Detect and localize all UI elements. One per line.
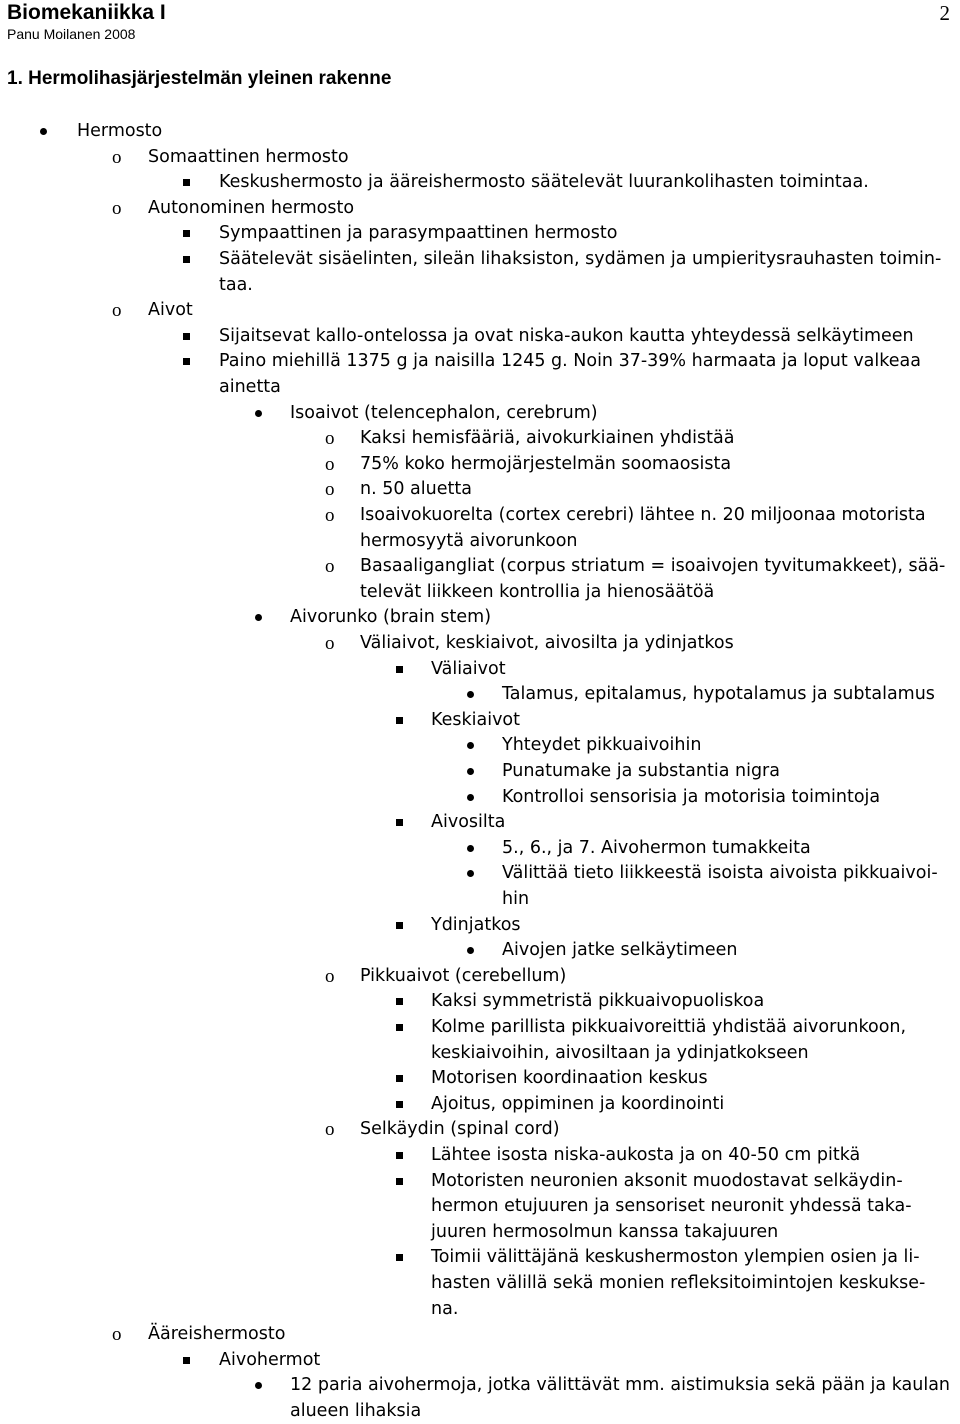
outline-text: Kaksi hemisfääriä, aivokurkiainen yhdistää <box>360 428 735 449</box>
outline-line <box>0 452 960 477</box>
outline-text: hermosyytä aivorunkoon <box>360 530 578 551</box>
bullet-square-icon <box>183 170 191 195</box>
outline-line <box>0 375 960 400</box>
bullet-disc-icon <box>255 401 263 426</box>
outline-line <box>0 426 960 451</box>
bullet-circle-icon: o <box>325 965 335 987</box>
outline-text: Ääreishermosto <box>148 1324 286 1345</box>
bullet-disc-icon <box>467 938 475 963</box>
outline-line <box>0 605 960 630</box>
outline-text: 12 paria aivohermoja, jotka välittävät mm. aistimuksia sekä pään ja kaulan <box>290 1375 951 1396</box>
outline-text: keskiaivoihin, aivosiltaan ja ydinjatkokseen <box>431 1042 809 1063</box>
outline-line <box>0 324 960 349</box>
outline-text: Välittää tieto liikkeestä isoista aivoista pikkuaivoi- <box>502 863 938 884</box>
bullet-square-icon <box>396 810 404 835</box>
outline-line <box>0 964 960 989</box>
outline-text: Lähtee isosta niska-aukosta ja on 40-50 cm pitkä <box>431 1145 861 1165</box>
outline-line <box>0 708 960 733</box>
outline-text: taa. <box>219 274 253 295</box>
outline-text: alueen lihaksia <box>290 1401 422 1421</box>
outline-line <box>0 119 960 144</box>
outline-line <box>0 1348 960 1373</box>
outline-line <box>0 1399 960 1424</box>
outline-line <box>0 1117 960 1142</box>
outline-text: Toimii välittäjänä keskushermoston ylempien osien ja li- <box>431 1247 920 1268</box>
bullet-disc-icon <box>467 733 475 758</box>
outline-text: Väliaivot, keskiaivot, aivosilta ja ydinjatkos <box>360 633 734 653</box>
outline-line <box>0 733 960 758</box>
outline-line <box>0 785 960 810</box>
outline-line <box>0 349 960 374</box>
outline-line <box>0 913 960 938</box>
outline-line <box>0 759 960 784</box>
outline-line <box>0 887 960 912</box>
outline-text: Keskiaivot <box>431 709 520 730</box>
outline-text: Aivorunko (brain stem) <box>290 607 492 628</box>
outline-text: Punatumake ja substantia nigra <box>502 761 780 781</box>
bullet-square-icon <box>183 221 191 246</box>
outline-line <box>0 682 960 707</box>
outline-text: 5., 6., ja 7. Aivohermon tumakkeita <box>502 837 811 858</box>
outline-line <box>0 1297 960 1322</box>
outline-text: na. <box>431 1298 459 1319</box>
outline-text: n. 50 aluetta <box>360 479 472 500</box>
outline-line <box>0 861 960 886</box>
outline-text: Pikkuaivot (cerebellum) <box>360 965 567 986</box>
bullet-square-icon <box>396 1169 404 1194</box>
outline-text: Aivosilta <box>431 812 506 833</box>
bullet-square-icon <box>396 989 404 1014</box>
bullet-disc-icon <box>467 861 475 886</box>
outline-line <box>0 1143 960 1168</box>
outline-text: Sympaattinen ja parasympaattinen hermosto <box>219 223 618 244</box>
bullet-square-icon <box>396 708 404 733</box>
outline-text: Kolme parillista pikkuaivoreittiä yhdistää aivorunkoon, <box>431 1017 907 1037</box>
outline-text: ainetta <box>219 377 281 397</box>
outline-line <box>0 1271 960 1296</box>
outline-line <box>0 503 960 528</box>
outline-line <box>0 1041 960 1066</box>
page-number: 2 <box>939 1 950 25</box>
outline-line <box>0 1322 960 1347</box>
outline-text: Aivojen jatke selkäytimeen <box>502 940 738 961</box>
bullet-square-icon <box>183 247 191 272</box>
outline-line <box>0 989 960 1014</box>
bullet-square-icon <box>396 1092 404 1117</box>
bullet-disc-icon <box>467 785 475 810</box>
outline-text: Selkäydin (spinal cord) <box>360 1119 560 1140</box>
bullet-circle-icon: o <box>325 556 335 578</box>
outline-text: Kaksi symmetristä pikkuaivopuoliskoa <box>431 991 765 1012</box>
bullet-circle-icon: o <box>112 1324 122 1346</box>
outline-text: Ydinjatkos <box>431 914 521 935</box>
bullet-square-icon <box>396 913 404 938</box>
bullet-circle-icon: o <box>112 197 122 219</box>
bullet-disc-icon <box>467 759 475 784</box>
outline-text: Somaattinen hermosto <box>148 146 349 167</box>
bullet-circle-icon: o <box>325 453 335 475</box>
outline-line <box>0 631 960 656</box>
outline-text: Motorisen koordinaation keskus <box>431 1068 708 1089</box>
outline-line <box>0 657 960 682</box>
outline-text: televät liikkeen kontrollia ja hienosäätöä <box>360 581 715 602</box>
outline-text: hermon etujuuren ja sensoriset neuronit yhdessä taka- <box>431 1196 912 1217</box>
outline-line <box>0 938 960 963</box>
outline-line <box>0 1015 960 1040</box>
outline-line <box>0 810 960 835</box>
bullet-disc-icon <box>467 836 475 861</box>
outline-text: Aivohermot <box>219 1349 321 1370</box>
outline-text: Yhteydet pikkuaivoihin <box>502 735 702 756</box>
outline-text: hin <box>502 889 530 909</box>
outline-line <box>0 1373 960 1398</box>
bullet-disc-icon <box>40 119 48 144</box>
outline-text: Sijaitsevat kallo-ontelossa ja ovat niska-aukon kautta yhteydessä selkäytimeen <box>219 325 914 346</box>
outline-line <box>0 1169 960 1194</box>
header-author: Panu Moilanen 2008 <box>7 26 136 42</box>
outline-text: Väliaivot <box>431 658 506 679</box>
outline-line <box>0 145 960 170</box>
bullet-circle-icon: o <box>325 633 335 654</box>
bullet-square-icon <box>183 1348 191 1373</box>
outline-line <box>0 477 960 502</box>
outline-text: juuren hermosolmun kanssa takajuuren <box>431 1221 779 1242</box>
outline-line <box>0 529 960 554</box>
section-title: 1. Hermolihasjärjestelmän yleinen rakenne <box>7 68 392 89</box>
outline-line <box>0 836 960 861</box>
bullet-circle-icon: o <box>112 146 122 168</box>
outline-line <box>0 1194 960 1219</box>
outline-line <box>0 298 960 323</box>
bullet-circle-icon: o <box>112 300 122 322</box>
outline-line <box>0 1245 960 1270</box>
outline-line <box>0 401 960 426</box>
outline-text: Autonominen hermosto <box>148 197 355 218</box>
outline-text: Talamus, epitalamus, hypotalamus ja subtalamus <box>502 684 935 705</box>
bullet-circle-icon: o <box>325 505 335 526</box>
outline-text: Säätelevät sisäelinten, sileän lihaksiston, sydämen ja umpieritysrauhasten toimin- <box>219 249 942 269</box>
bullet-circle-icon: o <box>325 1119 335 1141</box>
outline-line <box>0 247 960 272</box>
bullet-disc-icon <box>467 682 475 707</box>
outline-text: 75% koko hermojärjestelmän soomaosista <box>360 453 732 474</box>
bullet-square-icon <box>396 1143 404 1168</box>
outline-text: Isoaivokuorelta (cortex cerebri) lähtee n. 20 miljoonaa motorista <box>360 505 926 525</box>
outline-line <box>0 1220 960 1245</box>
outline-text: hasten välillä sekä monien refleksitoimintojen keskukse- <box>431 1273 926 1293</box>
outline-line <box>0 273 960 298</box>
outline-text: Keskushermosto ja ääreishermosto säätelevät luurankolihasten toimintaa. <box>219 172 869 193</box>
outline-line <box>0 580 960 605</box>
bullet-circle-icon: o <box>325 479 335 501</box>
header-title: Biomekaniikka I <box>7 1 166 24</box>
outline-text: Hermosto <box>77 121 163 141</box>
outline-text: Paino miehillä 1375 g ja naisilla 1245 g. Noin 37-39% harmaata ja loput valkeaa <box>219 351 921 372</box>
bullet-square-icon <box>396 1066 404 1091</box>
outline-text: Aivot <box>148 300 193 321</box>
outline-text: Motoristen neuronien aksonit muodostavat selkäydin- <box>431 1170 903 1191</box>
bullet-square-icon <box>183 324 191 349</box>
outline-text: Kontrolloi sensorisia ja motorisia toimintoja <box>502 786 881 807</box>
bullet-disc-icon <box>255 1373 263 1398</box>
outline-line <box>0 1066 960 1091</box>
outline-line <box>0 196 960 221</box>
outline-line <box>0 221 960 246</box>
bullet-disc-icon <box>255 605 263 630</box>
outline-line <box>0 170 960 195</box>
bullet-circle-icon: o <box>325 428 335 450</box>
outline-line <box>0 1092 960 1117</box>
outline-line <box>0 554 960 579</box>
bullet-square-icon <box>183 349 191 374</box>
outline-text: Basaaligangliat (corpus striatum = isoaivojen tyvitumakkeet), sää- <box>360 556 946 577</box>
bullet-square-icon <box>396 657 404 682</box>
bullet-square-icon <box>396 1245 404 1270</box>
outline-text: Isoaivot (telencephalon, cerebrum) <box>290 402 598 423</box>
bullet-square-icon <box>396 1015 404 1040</box>
outline-text: Ajoitus, oppiminen ja koordinointi <box>431 1093 725 1114</box>
